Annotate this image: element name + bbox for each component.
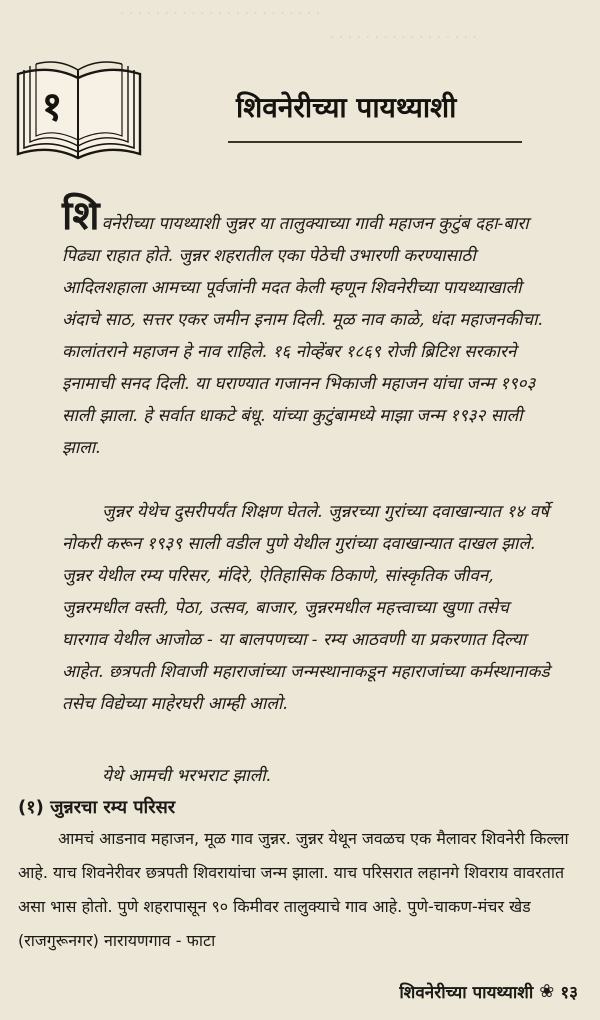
flower-ornament-icon: ❀ [539, 981, 555, 1002]
bleed-through-text: · · · · · · · · · · · · · · · · · [330, 30, 477, 46]
open-book-icon [14, 58, 144, 162]
paragraph-2-text: जुन्नर येथेच दुसरीपर्यंत शिक्षण घेतले. जुन्नरच्या गुरांच्या दवाखान्यात १४ वर्षे नोकरी करून १९३९ साली वडील पुणे येथील गुरांच्या दवाखान्यात दाखल झाले. जुन्नर येथील रम्य परिसर, मंदिरे, ऐतिहासिक ठिकाणे, सांस्कृतिक जीवन, जुन्नरमधील वस्ती, पेठा, उत्सव, बाजार, जुन्नरमधील महत्त्वाच्या खुणा तसेच घारगाव येथील आजोळ - या बालपणच्या - रम्य आठवणी या प्रकरणात दिल्या आहेत. छत्रपती शिवाजी महाराजांच्या जन्मस्थानाकडून महाराजांच्या कर्मस्थानाकडे तसेच विद्येच्या माहेरघरी आम्ही आलो. [62, 502, 550, 714]
bleed-through-text: · · · · · · · · · · · · · · · · · · · · · · · [120, 6, 321, 22]
page-number: १३ [560, 983, 578, 1003]
paragraph-3-text: येथे आमची भरभराट झाली. [102, 766, 272, 786]
chapter-number: १ [41, 84, 63, 130]
paragraph-1 [62, 193, 550, 464]
drop-cap: शि [62, 193, 100, 239]
chapter-title: शिवनेरीच्या पायथ्याशी [236, 91, 457, 124]
paragraph-1-text: वनेरीच्या पायथ्याशी जुन्नर या तालुक्याच्या गावी महाजन कुटुंब दहा-बारा पिढ्या राहात होते. जुन्नर शहरातील एका पेठेची उभारणी करण्यासाठी आदिलशहाला आमच्या पूर्वजांनी मदत केली म्हणून शिवनेरीच्या पायथ्याखाली अंदाचे साठ, सत्तर एकर जमीन इनाम दिली. मूळ नाव काळे, धंदा महाजनकीचा. कालांतराने महाजन हे नाव राहिले. १६ नोव्हेंबर १८६९ रोजी ब्रिटिश सरकारने इनामाची सनद दिली. या घराण्यात गजानन भिकाजी महाजन यांचा जन्म १९०३ साली झाला. हे सर्वात धाकटे बंधू. यांच्या कुटुंबामध्ये माझा जन्म १९३२ साली झाला. [62, 214, 543, 458]
title-underline [228, 141, 522, 143]
section-body-text: आमचं आडनाव महाजन, मूळ गाव जुन्नर. जुन्नर येथून जवळच एक मैलावर शिवनेरी किल्ला आहे. याच शिवनेरीवर छत्रपती शिवरायांचा जन्म झाला. याच परिसरात लहानगे शिवराय वावरतात असा भास होतो. पुणे शहरापासून ९० किमीवर तालुक्याचे गाव आहे. पुणे-चाकण-मंचर खेड (राजगुरूनगर) नारायणगाव - फाटा [18, 829, 569, 950]
paragraph-2 [62, 496, 550, 720]
section-heading: (१) जुन्नरचा रम्य परिसर [18, 797, 176, 818]
chapter-header [14, 58, 586, 162]
page-footer [399, 980, 578, 1003]
section-body [18, 822, 582, 958]
paragraph-3 [62, 760, 550, 792]
running-title: शिवनेरीच्या पायथ्याशी [399, 983, 534, 1003]
